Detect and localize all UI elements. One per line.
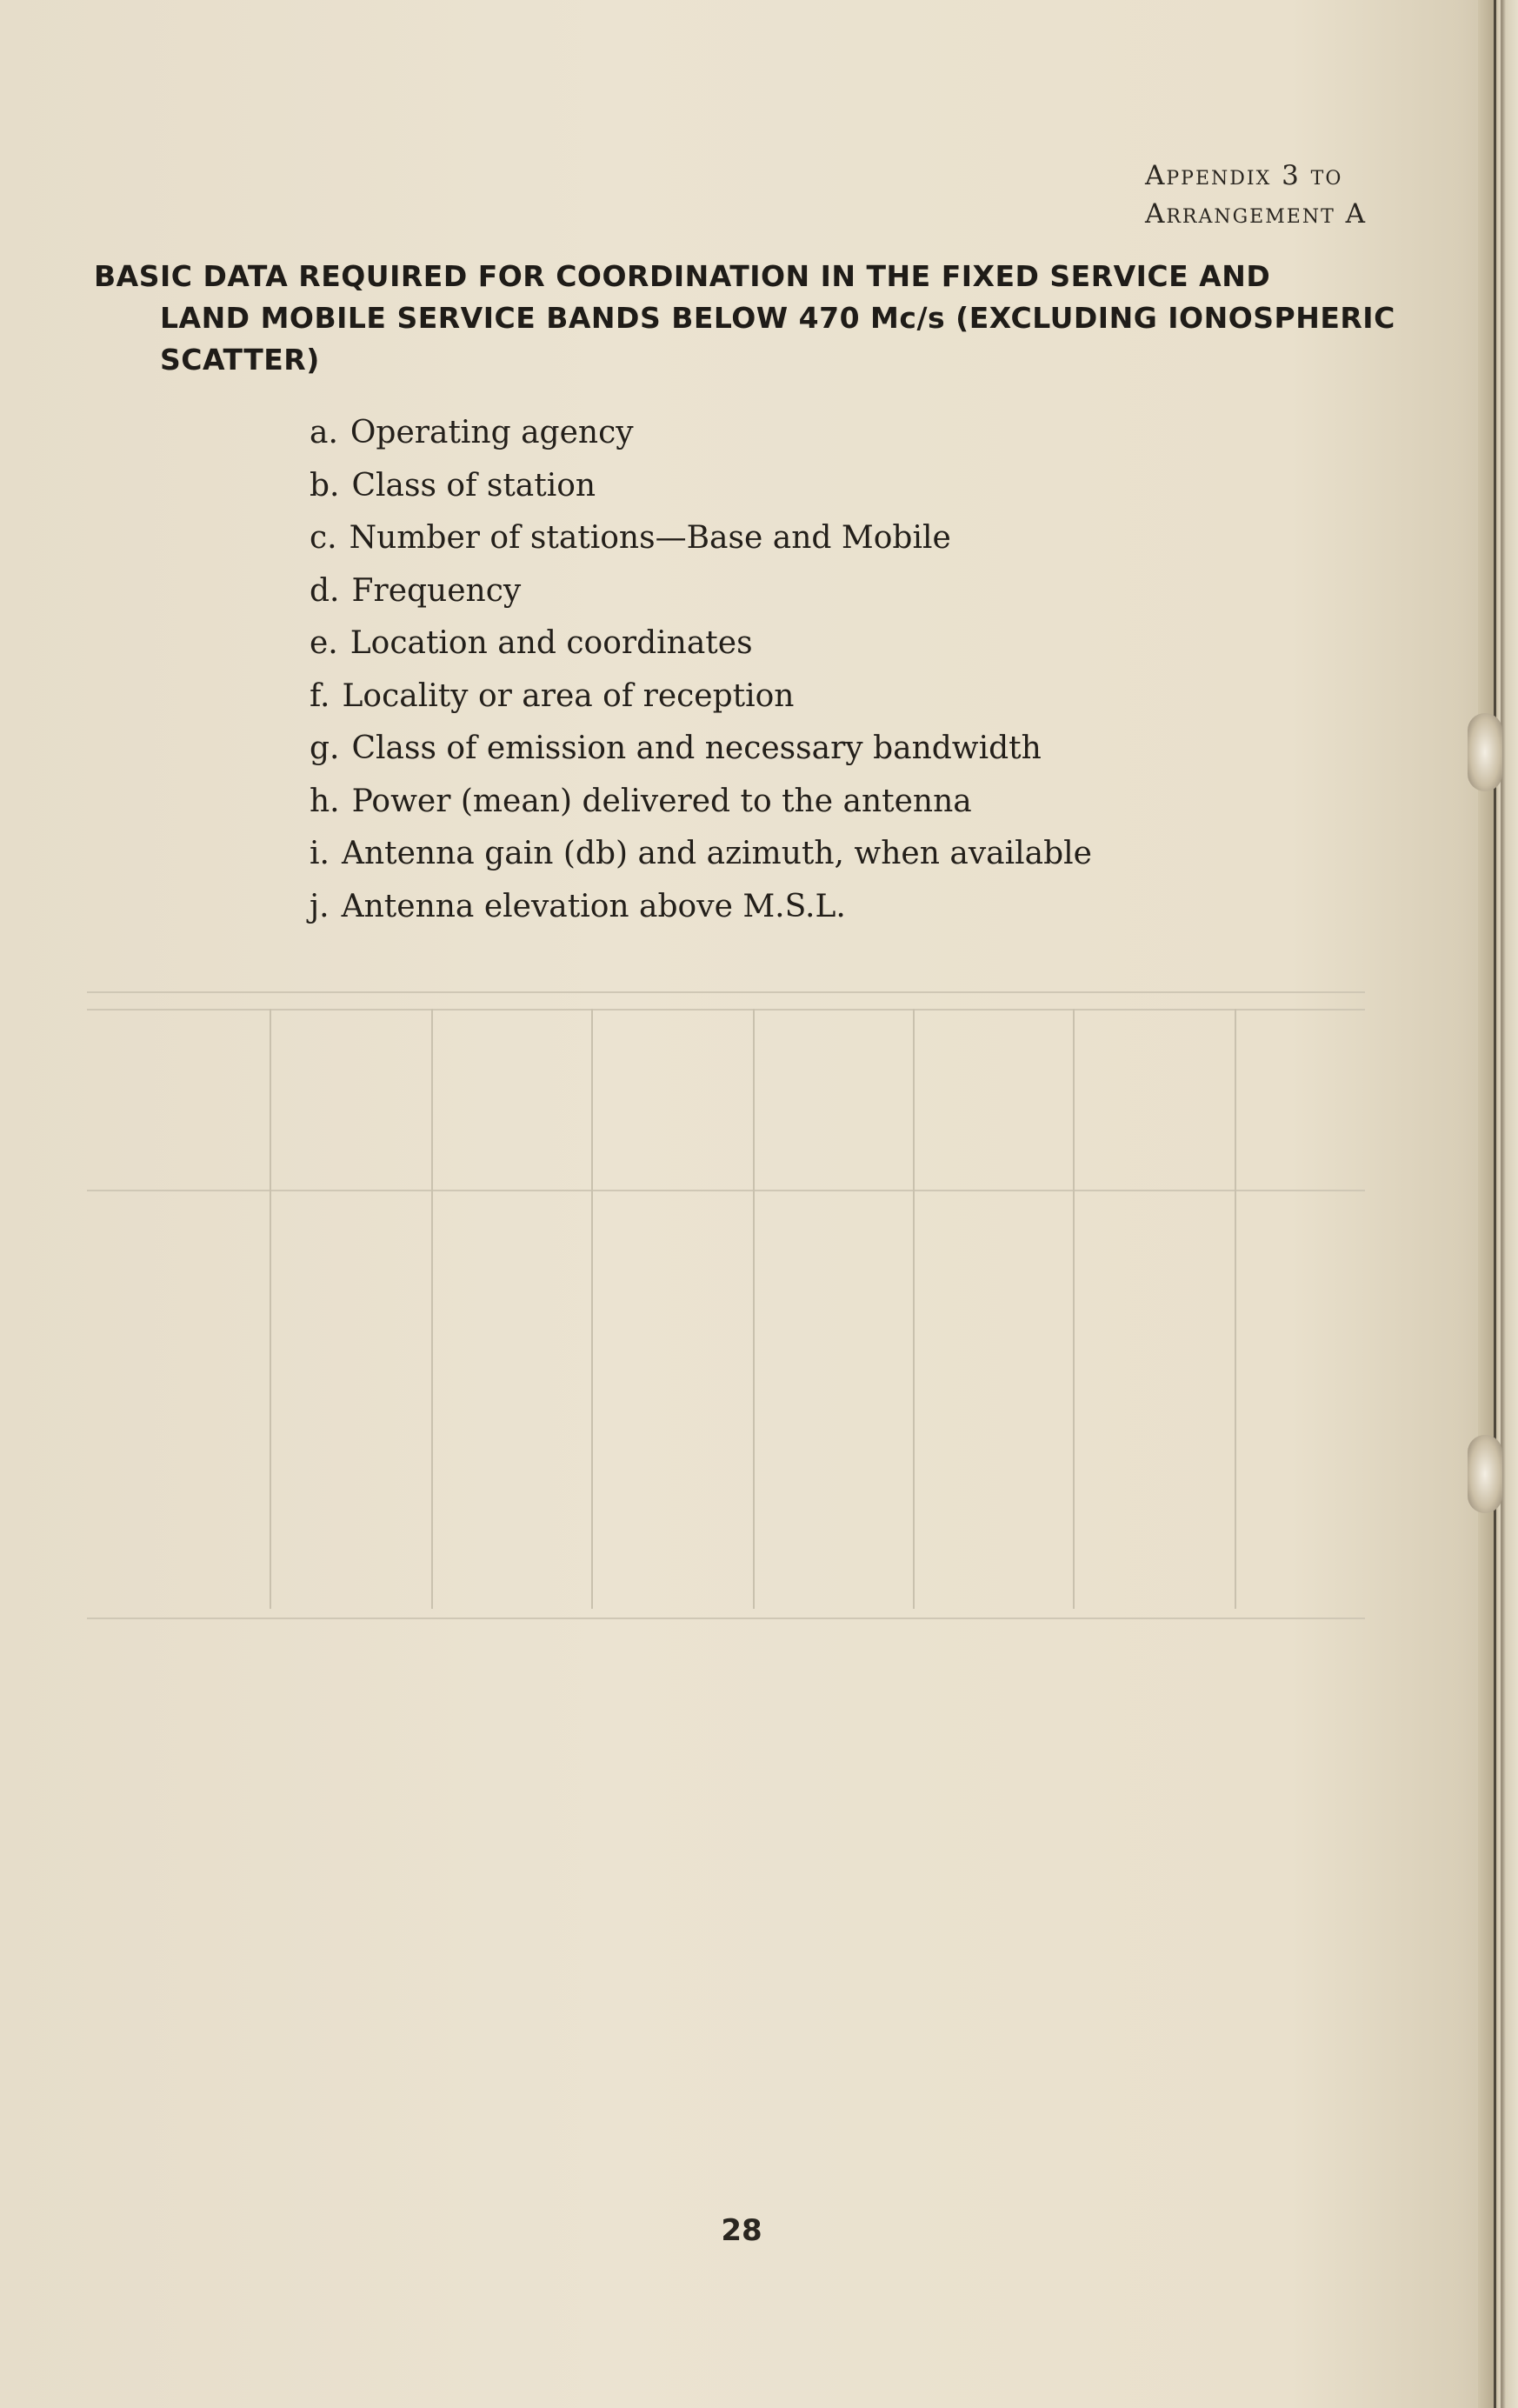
item-letter: a.: [310, 415, 338, 450]
bleed-through-column: [1073, 1009, 1075, 1609]
spine-line: [1494, 0, 1496, 2408]
page-number: 28: [721, 2213, 762, 2248]
binding-edge: [1478, 0, 1518, 2408]
item-letter: e.: [310, 625, 338, 661]
list-item: [310, 460, 1092, 513]
item-text: Operating agency: [350, 415, 634, 450]
bleed-through-rule: [87, 1618, 1365, 1619]
list-item: [310, 565, 1092, 618]
list-item: [310, 881, 1092, 934]
list-item: [310, 512, 1092, 565]
item-letter: g.: [310, 730, 340, 766]
item-letter: f.: [310, 677, 330, 714]
heading-line-3: SCATTER): [160, 343, 320, 377]
item-text: Class of station: [351, 467, 596, 504]
item-letter: h.: [310, 783, 340, 819]
bleed-through-rule: [87, 1009, 1365, 1011]
list-item: [310, 828, 1092, 881]
list-item: [310, 723, 1092, 776]
appendix-reference: [1145, 157, 1367, 233]
item-letter: d.: [310, 572, 340, 609]
bleed-through-column: [431, 1009, 433, 1609]
list-item: [310, 670, 1092, 724]
item-text: Antenna gain (db) and azimuth, when available: [341, 836, 1092, 871]
bleed-through-column: [591, 1009, 593, 1609]
heading-line-2: LAND MOBILE SERVICE BANDS BELOW 470 Mc/s (EXCLUDING IONOSPHERIC: [160, 301, 1395, 335]
bleed-through-rule: [87, 1190, 1365, 1191]
arrangement-line: Arrangement A: [1144, 198, 1367, 230]
appendix-line: Appendix 3 to: [1144, 160, 1343, 191]
item-text: Frequency: [351, 572, 522, 609]
staple-icon: [1468, 1435, 1502, 1513]
list-item: [310, 407, 1092, 460]
bleed-through-column: [913, 1009, 915, 1609]
section-heading: [94, 256, 1415, 381]
item-text: Locality or area of reception: [342, 677, 795, 714]
bleed-through-column: [1235, 1009, 1236, 1609]
list-item: [310, 617, 1092, 670]
item-letter: j.: [310, 888, 330, 924]
item-text: Class of emission and necessary bandwidth: [351, 730, 1042, 766]
bleed-through-column: [270, 1009, 271, 1609]
list-item: [310, 776, 1092, 829]
item-letter: b.: [310, 467, 340, 504]
item-letter: i.: [310, 836, 330, 871]
item-letter: c.: [310, 520, 337, 556]
item-text: Antenna elevation above M.S.L.: [341, 888, 846, 924]
bleed-through-rule: [87, 991, 1365, 993]
item-text: Number of stations—Base and Mobile: [349, 520, 951, 556]
bleed-through-column: [753, 1009, 755, 1609]
item-text: Location and coordinates: [350, 625, 753, 661]
heading-line-1: BASIC DATA REQUIRED FOR COORDINATION IN THE FIXED SERVICE AND: [94, 259, 1271, 293]
item-text: Power (mean) delivered to the antenna: [351, 783, 972, 819]
staple-icon: [1468, 713, 1502, 791]
required-data-list: [310, 407, 1092, 933]
